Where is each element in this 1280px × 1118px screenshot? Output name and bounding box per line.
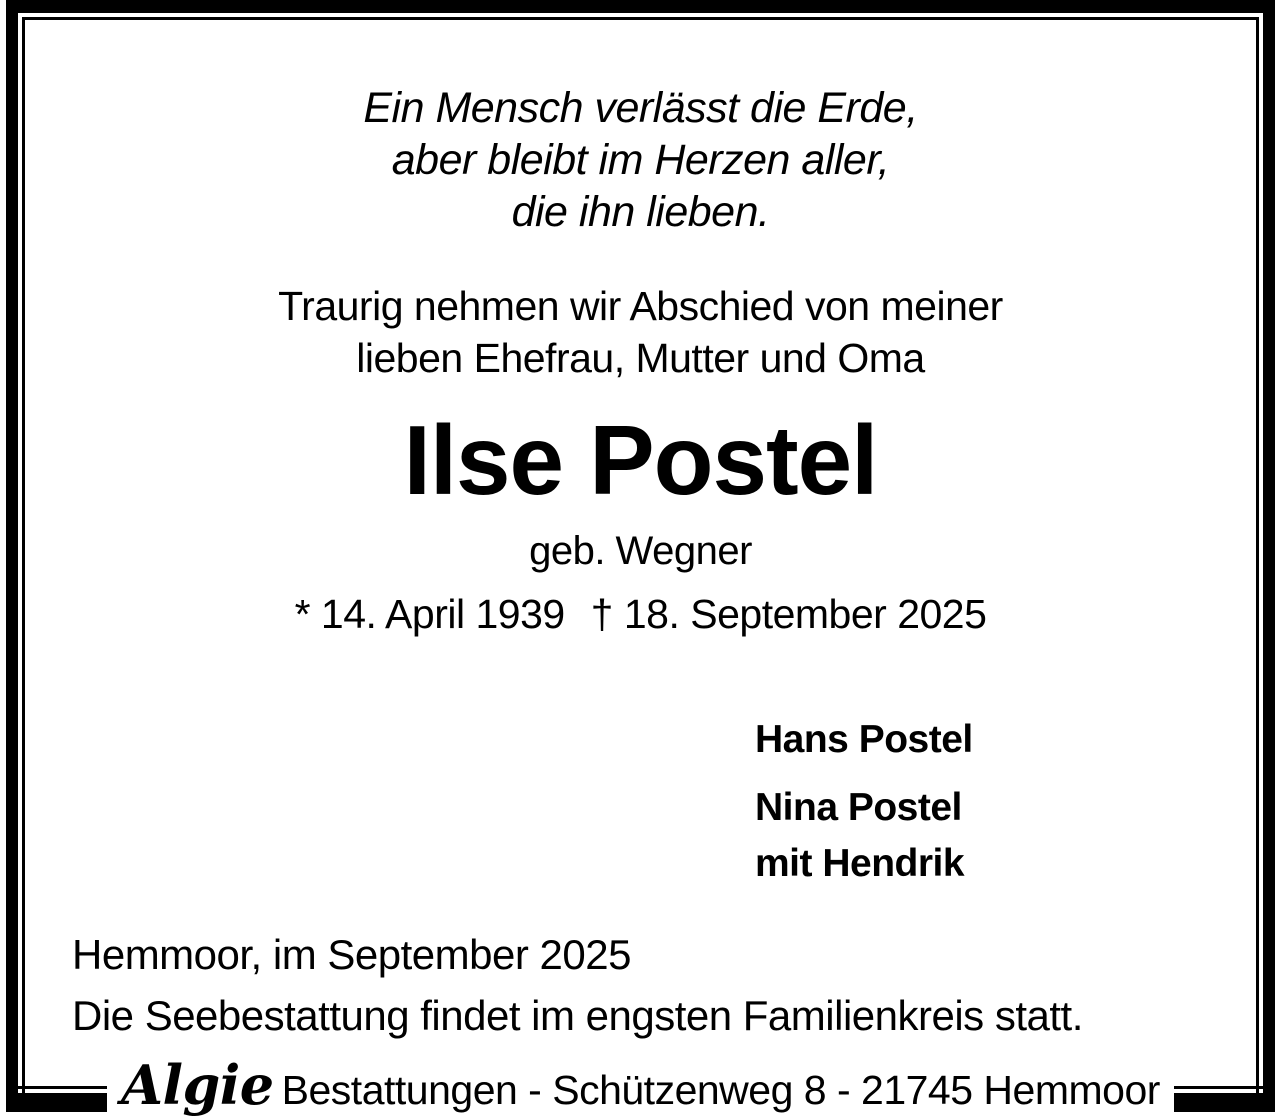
border-thin-line [6, 1086, 107, 1089]
announcement-line: Traurig nehmen wir Abschied von meiner [278, 283, 1003, 329]
birth-date: * 14. April 1939 [294, 591, 565, 637]
mourners-list [755, 712, 973, 892]
mourner-name: Hans Postel [755, 718, 973, 761]
memorial-poem [25, 82, 1256, 238]
bottom-border-strip [6, 1053, 1275, 1117]
announcement-line: lieben Ehefrau, Mutter und Oma [356, 335, 925, 381]
announcement-text [25, 280, 1256, 384]
funeral-home-footer [107, 1053, 1174, 1117]
funeral-home-logo: Algie [121, 1053, 274, 1117]
border-thick-line [6, 1093, 107, 1112]
notice-content [25, 0, 1256, 1086]
death-date: † 18. September 2025 [590, 591, 987, 637]
mourner-name: Nina Postel [755, 786, 962, 829]
funeral-note: Die Seebestattung findet im engsten Familienkreis statt. [72, 992, 1083, 1039]
place-date-line: Hemmoor, im September 2025 [72, 931, 631, 978]
border-thin-line [1174, 1086, 1275, 1089]
funeral-home-address: Bestattungen - Schützenweg 8 - 21745 Hemmoor [281, 1067, 1160, 1113]
poem-line: aber bleibt im Herzen aller, [391, 136, 890, 184]
border-segment-left [6, 1086, 107, 1112]
poem-line: die ihn lieben. [511, 188, 770, 236]
life-dates [25, 588, 1256, 640]
border-segment-right [1174, 1086, 1275, 1112]
border-thick-line [1174, 1093, 1275, 1112]
maiden-name: geb. Wegner [529, 529, 752, 573]
deceased-name: Ilse Postel [403, 405, 878, 515]
poem-line: Ein Mensch verlässt die Erde, [363, 84, 918, 132]
mourner-name: mit Hendrik [755, 842, 965, 885]
closing-block [72, 932, 1083, 1039]
